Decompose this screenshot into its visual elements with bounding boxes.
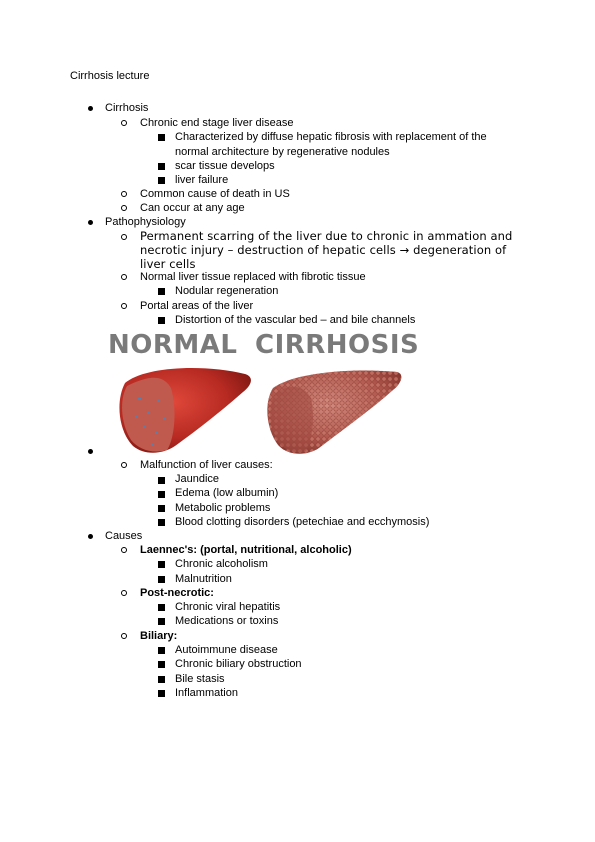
bullet-square <box>158 661 165 668</box>
bullet-square <box>158 477 165 484</box>
section-heading-pathophysiology: Pathophysiology <box>105 216 186 228</box>
list-item: Malfunction of liver causes: <box>140 459 273 471</box>
bullet-circle <box>121 462 127 468</box>
section-heading-cirrhosis: Cirrhosis <box>105 102 149 114</box>
bullet-square <box>158 134 165 141</box>
list-item: Distortion of the vascular bed – and bile channels <box>175 314 416 326</box>
bullet-square <box>158 576 165 583</box>
normal-label: NORMAL <box>108 330 238 360</box>
list-item: Chronic end stage liver disease <box>140 117 294 129</box>
bullet-circle <box>121 191 127 197</box>
list-item: Malnutrition <box>175 573 232 585</box>
cirrhosis-label: CIRRHOSIS <box>255 330 420 360</box>
bullet-square <box>158 647 165 654</box>
bullet-circle <box>121 547 127 553</box>
list-item: Chronic biliary obstruction <box>175 658 302 670</box>
cause-heading-postnecrotic: Post-necrotic: <box>140 587 214 599</box>
list-item: Medications or toxins <box>175 615 279 627</box>
list-item: Normal liver tissue replaced with fibrotic tissue <box>140 271 366 283</box>
bullet-dot <box>88 449 93 454</box>
bullet-circle <box>121 274 127 280</box>
bullet-circle <box>121 205 127 211</box>
list-item: Jaundice <box>175 473 220 485</box>
section-heading-causes: Causes <box>105 530 143 542</box>
cause-heading-biliary: Biliary: <box>140 630 178 642</box>
list-item: Portal areas of the liver <box>140 300 254 312</box>
bullet-circle <box>121 303 127 309</box>
list-item: scar tissue develops <box>175 160 275 172</box>
list-item: Nodular regeneration <box>175 285 279 297</box>
list-item: Autoimmune disease <box>175 644 278 656</box>
bullet-square <box>158 163 165 170</box>
cause-heading-laennec: Laennec's: (portal, nutritional, alcoholic) <box>140 544 352 556</box>
bullet-dot <box>88 220 93 225</box>
liver-comparison-figure <box>105 328 420 458</box>
bullet-circle <box>121 590 127 596</box>
list-item: Common cause of death in US <box>140 188 290 200</box>
cirrhotic-liver-icon <box>267 371 401 454</box>
list-item-continuation: liver cells <box>140 257 196 271</box>
bullet-square <box>158 561 165 568</box>
list-item: Characterized by diffuse hepatic fibrosis with replacement of the <box>175 131 487 143</box>
bullet-circle <box>121 120 127 126</box>
list-item: Chronic viral hepatitis <box>175 601 281 613</box>
bullet-square <box>158 177 165 184</box>
bullet-square <box>158 491 165 498</box>
list-item: liver failure <box>175 174 229 186</box>
list-item: Edema (low albumin) <box>175 487 279 499</box>
list-item: Blood clotting disorders (petechiae and ecchymosis) <box>175 516 430 528</box>
bullet-square <box>158 505 165 512</box>
liver-illustration <box>105 328 415 458</box>
list-item: Permanent scarring of the liver due to chronic in ammation and <box>140 229 513 243</box>
bullet-circle <box>121 633 127 639</box>
list-item: Chronic alcoholism <box>175 558 268 570</box>
list-item: Inflammation <box>175 687 238 699</box>
bullet-square <box>158 317 165 324</box>
list-item-continuation: normal architecture by regenerative nodules <box>175 146 390 158</box>
list-item: Metabolic problems <box>175 502 271 514</box>
list-item: Can occur at any age <box>140 202 245 214</box>
bullet-dot <box>88 534 93 539</box>
bullet-dot <box>88 106 93 111</box>
bullet-square <box>158 519 165 526</box>
normal-liver-icon <box>119 368 250 453</box>
bullet-square <box>158 676 165 683</box>
list-item: Bile stasis <box>175 673 225 685</box>
bullet-square <box>158 604 165 611</box>
bullet-square <box>158 690 165 697</box>
bullet-square <box>158 288 165 295</box>
bullet-circle <box>121 234 127 240</box>
bullet-square <box>158 618 165 625</box>
list-item-continuation: necrotic injury – destruction of hepatic cells → degeneration of <box>140 243 507 257</box>
page-title: Cirrhosis lecture <box>70 70 150 82</box>
